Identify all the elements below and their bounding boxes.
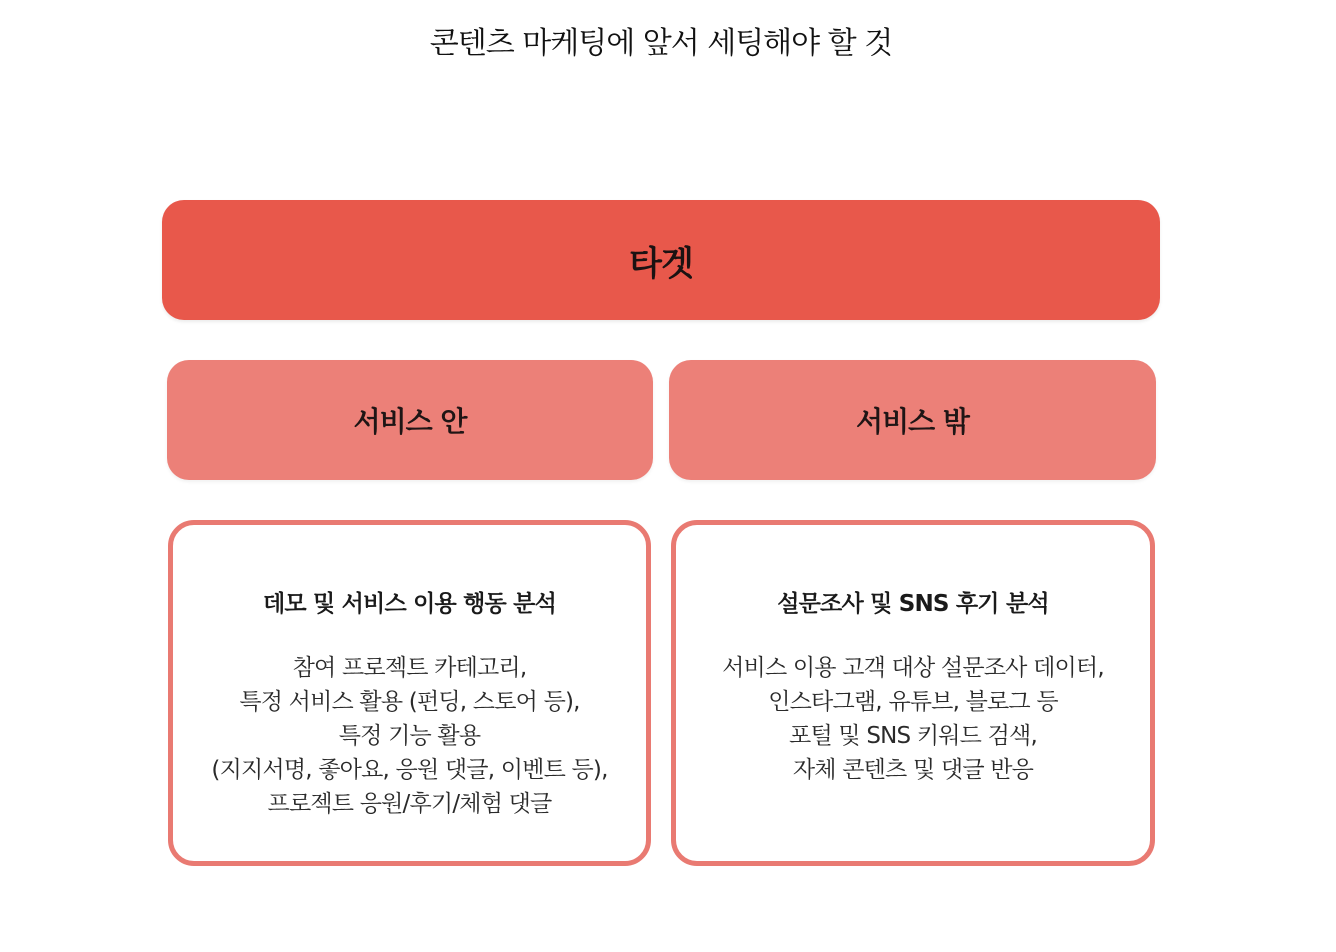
detail-lines-inside-service xyxy=(173,651,646,821)
category-box-outside-service xyxy=(669,360,1156,480)
detail-line: 참여 프로젝트 카테고리, xyxy=(292,655,527,681)
category-box-inside-service xyxy=(167,360,653,480)
detail-box-outside-service xyxy=(671,520,1155,866)
detail-line: 특정 서비스 활용 (펀딩, 스토어 등), xyxy=(239,689,580,715)
category-label-inside-service: 서비스 안 xyxy=(353,405,467,438)
target-label: 타겟 xyxy=(629,243,693,284)
detail-line: (지지서명, 좋아요, 응원 댓글, 이벤트 등), xyxy=(211,757,608,783)
detail-line: 자체 콘텐츠 및 댓글 반응 xyxy=(792,757,1034,783)
detail-line: 특정 기능 활용 xyxy=(338,723,481,749)
detail-line: 서비스 이용 고객 대상 설문조사 데이터, xyxy=(722,655,1104,681)
detail-box-inside-service xyxy=(168,520,651,866)
detail-line: 프로젝트 응원/후기/체험 댓글 xyxy=(267,791,552,817)
target-box xyxy=(162,200,1160,320)
detail-line: 인스타그램, 유튜브, 블로그 등 xyxy=(768,689,1058,715)
category-label-outside-service: 서비스 밖 xyxy=(856,405,969,438)
detail-heading-outside-service: 설문조사 및 SNS 후기 분석 xyxy=(777,591,1049,617)
page-title: 콘텐츠 마케팅에 앞서 세팅해야 할 것 xyxy=(429,26,893,61)
detail-heading-inside-service: 데모 및 서비스 이용 행동 분석 xyxy=(262,591,557,617)
detail-lines-outside-service xyxy=(676,651,1150,787)
detail-line: 포털 및 SNS 키워드 검색, xyxy=(789,723,1037,749)
